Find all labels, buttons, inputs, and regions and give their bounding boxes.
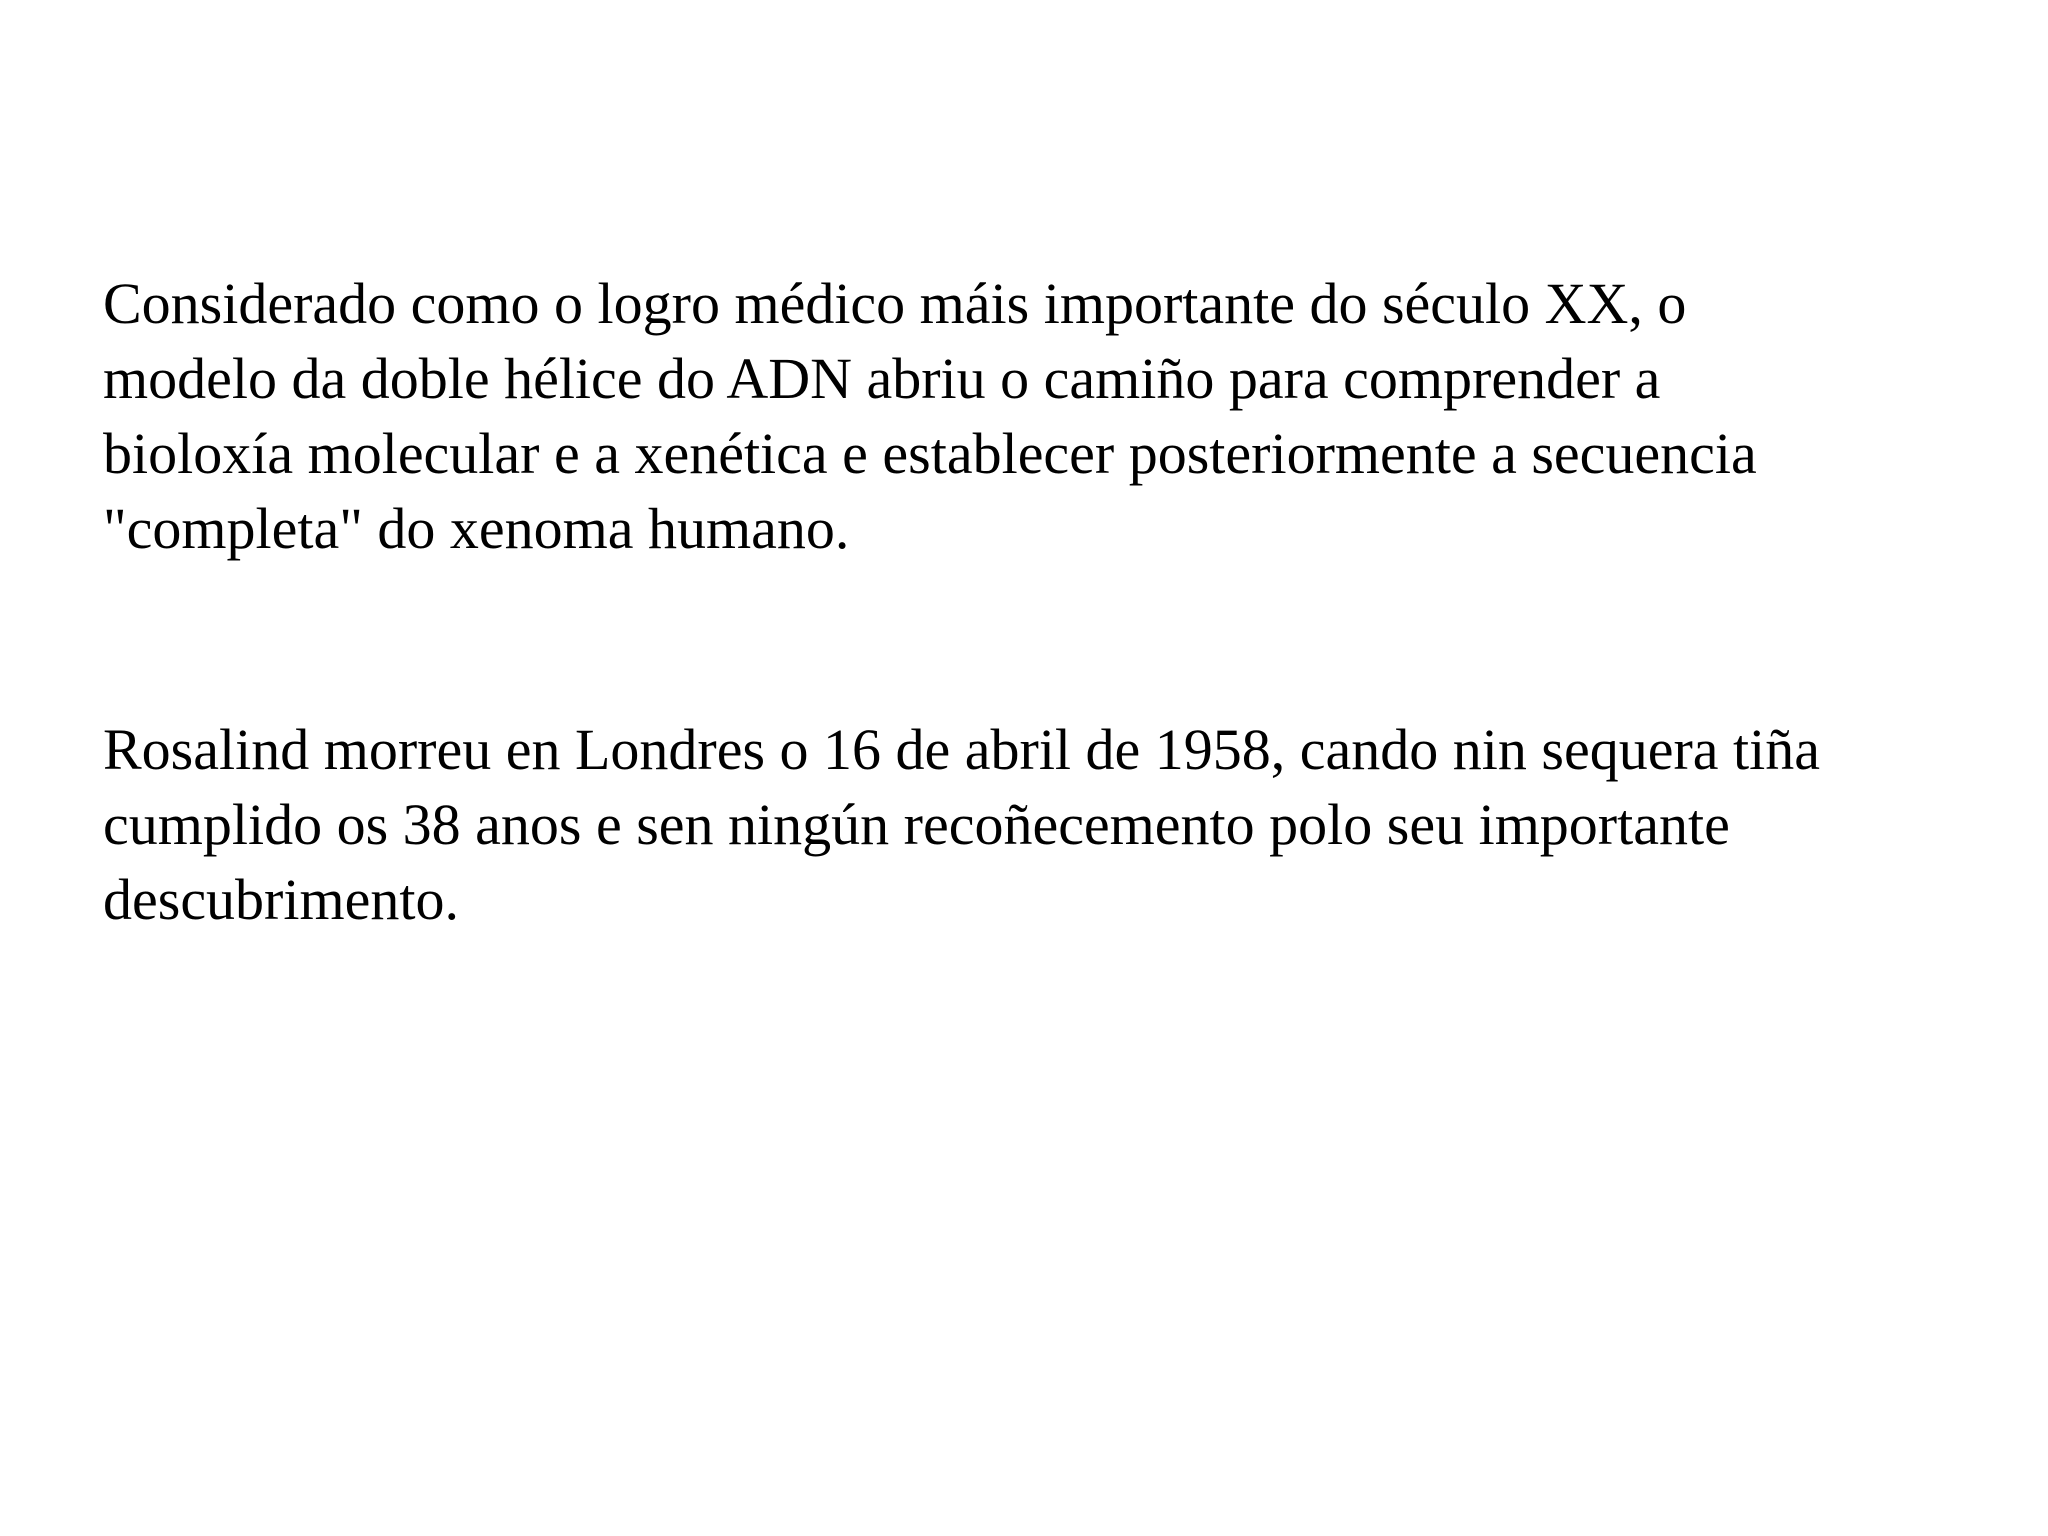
text-line: "completa" do xenoma humano. <box>103 496 850 561</box>
text-line: bioloxía molecular e a xenética e establecer posteriormente a secuencia <box>103 421 1757 486</box>
text-line: descubrimento. <box>103 867 459 932</box>
text-line: Rosalind morreu en Londres o 16 de abril de 1958, cando nin sequera tiña <box>103 717 1820 782</box>
paragraph-dna-model <box>103 266 1757 566</box>
text-line: Considerado como o logro médico máis importante do século XX, o <box>103 271 1687 336</box>
text-line: cumplido os 38 anos e sen ningún recoñecemento polo seu importante <box>103 792 1730 857</box>
text-line: modelo da doble hélice do ADN abriu o camiño para comprender a <box>103 346 1661 411</box>
paragraph-rosalind-death <box>103 712 1820 937</box>
